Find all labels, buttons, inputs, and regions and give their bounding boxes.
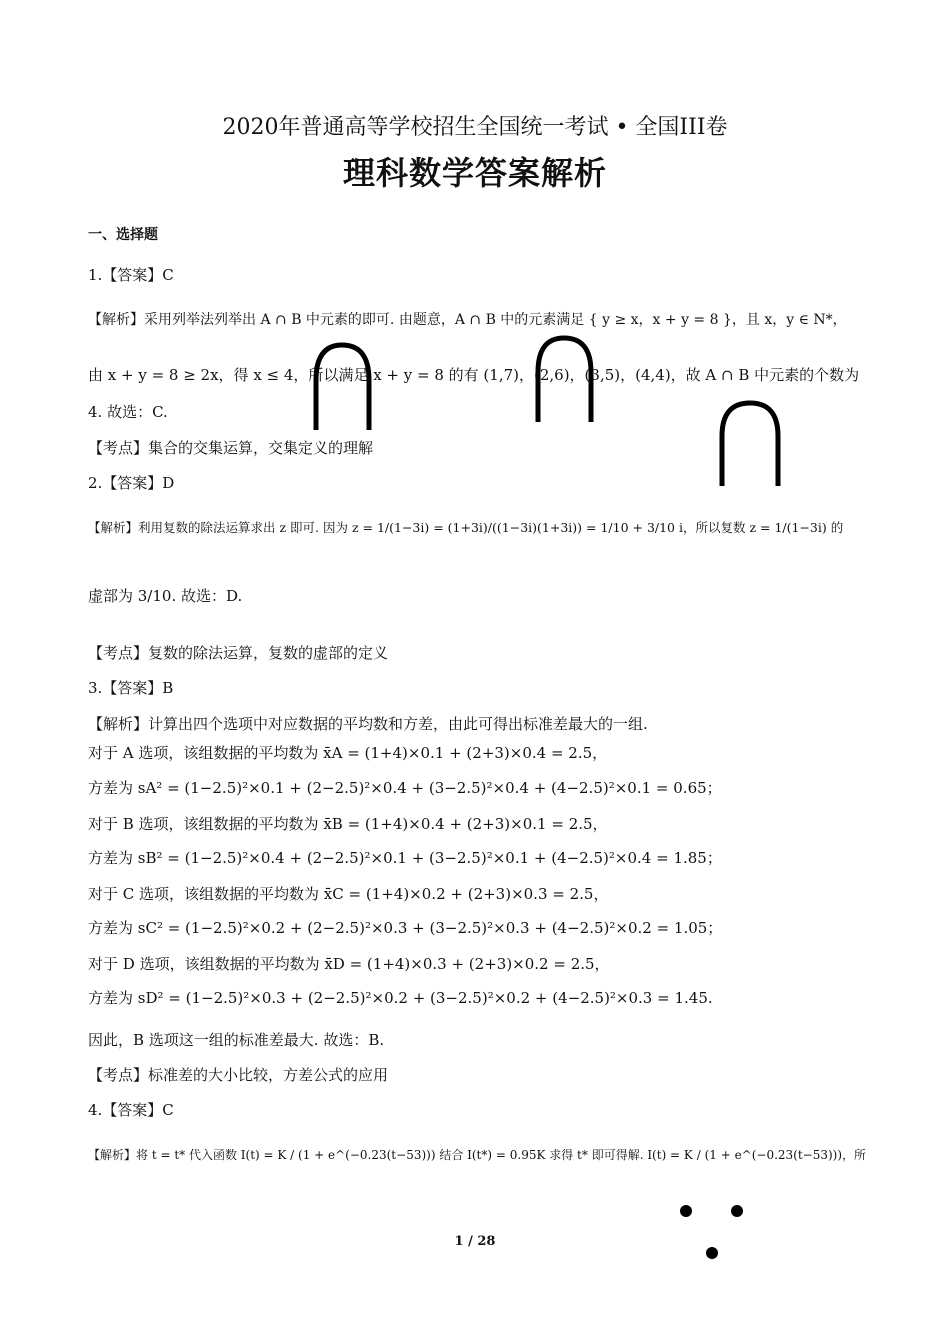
q3-option-c-mean: 对于 C 选项，该组数据的平均数为 x̄C = (1+4)×0.2 + (2+3)×0.3 = 2.5， [88, 885, 609, 903]
q3-answer: 3.【答案】B [88, 679, 174, 697]
q4-answer: 4.【答案】C [88, 1101, 174, 1119]
q3-option-b-variance: 方差为 sB² = (1−2.5)²×0.4 + (2−2.5)²×0.1 + (3−2.5)²×0.1 + (4−2.5)²×0.4 = 1.85； [88, 849, 722, 867]
dot-mark-1 [680, 1205, 692, 1217]
q3-option-d-mean: 对于 D 选项，该组数据的平均数为 x̄D = (1+4)×0.3 + (2+3)×0.2 = 2.5， [88, 955, 610, 973]
q3-keypoint: 【考点】标准差的大小比较，方差公式的应用 [88, 1066, 389, 1084]
arch-mark-2 [538, 338, 591, 422]
q3-analysis: 【解析】计算出四个选项中对应数据的平均数和方差，由此可得出标准差最大的一组. [88, 715, 648, 733]
q3-option-c-variance: 方差为 sC² = (1−2.5)²×0.2 + (2−2.5)²×0.3 + (3−2.5)²×0.3 + (4−2.5)²×0.2 = 1.05； [88, 919, 723, 937]
q1-answer: 1.【答案】C [88, 266, 174, 284]
q3-option-a-mean: 对于 A 选项，该组数据的平均数为 x̄A = (1+4)×0.1 + (2+3)×0.4 = 2.5， [88, 744, 608, 762]
q2-keypoint: 【考点】复数的除法运算，复数的虚部的定义 [88, 644, 389, 662]
q3-conclusion: 因此，B 选项这一组的标准差最大. 故选：B. [88, 1031, 385, 1049]
dot-mark-2 [731, 1205, 743, 1217]
q1-conclusion: 4. 故选：C. [88, 403, 168, 421]
document-title: 2020年普通高等学校招生全国统一考试 • 全国III卷 [222, 115, 728, 140]
q3-option-a-variance: 方差为 sA² = (1−2.5)²×0.1 + (2−2.5)²×0.4 + (3−2.5)²×0.4 + (4−2.5)²×0.1 = 0.65； [88, 779, 722, 797]
q3-option-d-variance: 方差为 sD² = (1−2.5)²×0.3 + (2−2.5)²×0.2 + (3−2.5)²×0.2 + (4−2.5)²×0.3 = 1.45. [88, 989, 713, 1007]
dot-mark-3 [706, 1247, 718, 1259]
document-subtitle: 理科数学答案解析 [342, 154, 607, 192]
arch-mark-3 [722, 403, 778, 486]
arch-mark-1 [316, 345, 369, 430]
q2-conclusion: 虚部为 3/10. 故选：D. [88, 587, 243, 605]
q1-keypoint: 【考点】集合的交集运算，交集定义的理解 [88, 439, 374, 457]
q2-answer: 2.【答案】D [88, 474, 175, 492]
q3-option-b-mean: 对于 B 选项，该组数据的平均数为 x̄B = (1+4)×0.4 + (2+3)×0.1 = 2.5， [88, 815, 608, 833]
section-heading: 一、选择题 [88, 227, 158, 243]
page-number: 1 / 28 [454, 1234, 496, 1249]
q1-analysis-cont: 由 x + y = 8 ≥ 2x，得 x ≤ 4，所以满足 x + y = 8 的有 (1,7)，(2,6)，(3,5)，(4,4)，故 A ∩ B 中元素的个数为 [88, 366, 860, 384]
q2-analysis: 【解析】利用复数的除法运算求出 z 即可. 因为 z = 1/(1−3i) = (1+3i)/((1−3i)(1+3i)) = 1/10 + 3/10 i，所以复数 z = 1/(1−3i) 的 [88, 520, 844, 535]
q1-analysis: 【解析】采用列举法列举出 A ∩ B 中元素的即可. 由题意，A ∩ B 中的元素满足 { y ≥ x，x + y = 8 }，且 x，y ∈ N*， [88, 312, 847, 328]
q4-analysis: 【解析】将 t = t* 代入函数 I(t) = K / (1 + e^(−0.23(t−53))) 结合 I(t*) = 0.95K 求得 t* 即可得解. I(t) = K / (1 + e^(−0.23(t−53)))，所 [88, 1148, 867, 1162]
